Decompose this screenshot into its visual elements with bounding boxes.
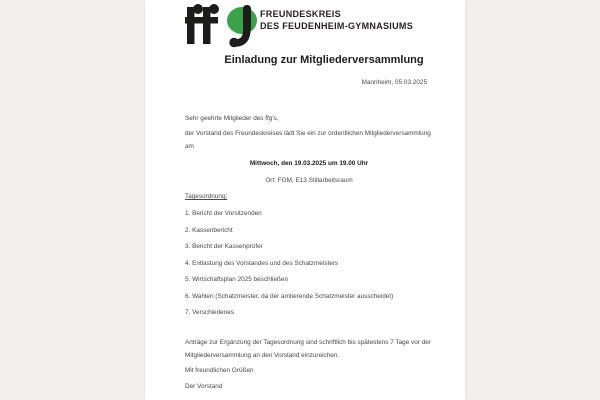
- logo-g-ball: [229, 38, 238, 47]
- letter-content: [145, 2, 433, 393]
- amendment-notice: Anträge zur Ergänzung der Tagesordnung sind schriftlich bis spätestens 7 Tage vor der Mitgliederversammlung an den Vorstand einzureichen.: [185, 339, 431, 359]
- agenda-item: 4. Entlastung des Vorstandes und des Schatzmeisters: [185, 259, 339, 267]
- organization-name-line2: DES FEUDENHEIM-GYMNASIUMS: [260, 21, 414, 31]
- meeting-datetime: Mittwoch, den 19.03.2025 um 19.00 Uhr: [249, 160, 369, 167]
- agenda-heading: Tagesordnung:: [185, 193, 228, 200]
- document-page: [145, 0, 465, 400]
- logo-ff-crossbar: [185, 17, 218, 24]
- signature: Der Vorstand: [185, 383, 223, 390]
- agenda-item: 3. Bericht der Kassenprüfer: [185, 243, 263, 250]
- letterhead: [185, 2, 433, 48]
- organization-name: [260, 8, 413, 32]
- logo-f1-stem: [187, 7, 195, 44]
- agenda-item: 6. Wahlen (Schatzmeister, da der amtierende Schatzmeister ausscheidet): [185, 292, 394, 300]
- place-and-date: Mannheim, 05.03.2025: [361, 79, 427, 86]
- agenda-item: 2. Kassenbericht: [185, 226, 233, 234]
- closing-regards: Mit freundlichen Grüßen: [185, 367, 254, 374]
- agenda-item: 1. Bericht der Vorsitzenden: [185, 210, 262, 217]
- logo-green-disc: [227, 7, 257, 34]
- document-title: Einladung zur Mitgliederversammlung: [224, 54, 424, 66]
- logo-f2-stem: [203, 7, 211, 44]
- intro-paragraph: der Vorstand des Freundeskreises lädt Sie ein zur ordentlichen Mitgliederversammlung am: [185, 130, 431, 150]
- salutation: Sehr geehrte Mitglieder des ffg's,: [185, 115, 279, 122]
- meeting-location: Ort: FGM, E13 Stillarbeitsraum: [265, 177, 353, 184]
- agenda-item: 5. Wirtschaftsplan 2025 beschließen: [185, 276, 289, 283]
- agenda-item: 7. Verschiedenes: [185, 309, 235, 316]
- letter-body: [185, 112, 433, 393]
- ffg-logo: [185, 2, 257, 48]
- organization-name-line1: FREUNDESKREIS: [260, 9, 341, 19]
